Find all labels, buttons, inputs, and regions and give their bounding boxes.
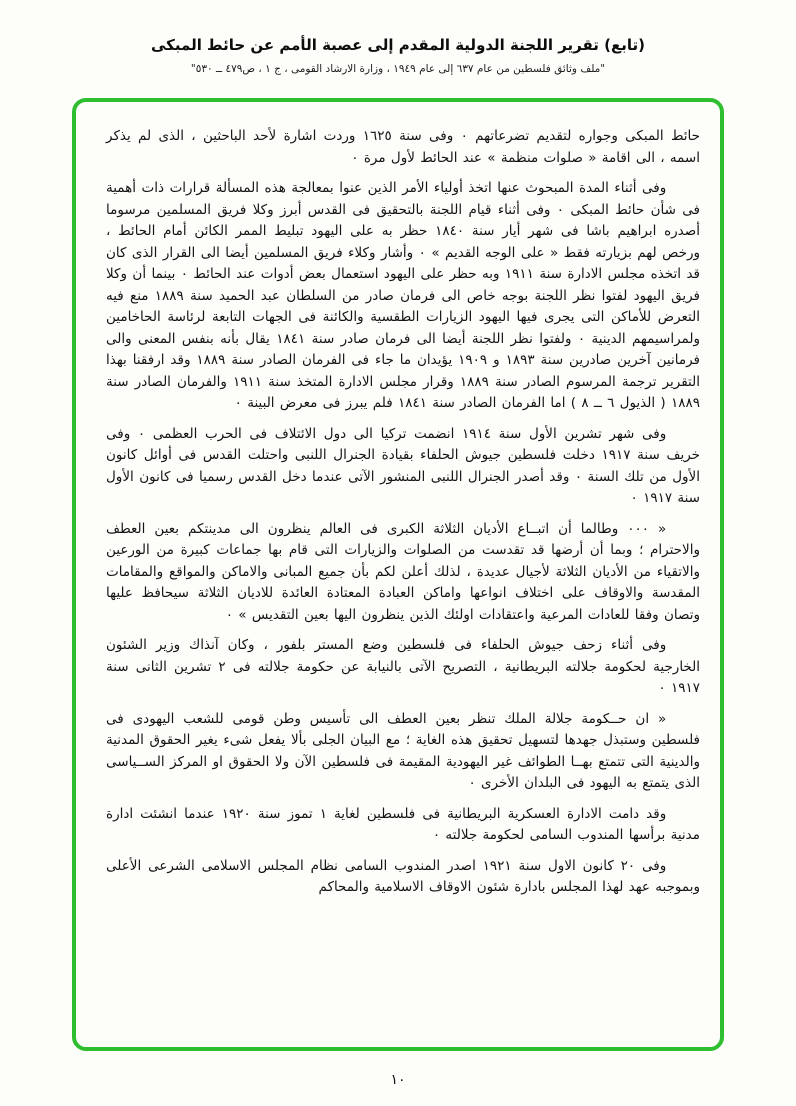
paragraph-4-proclamation-quote: « ٠٠٠ وطالما أن اتبــاع الأديان الثلاثة الكبرى فى العالم ينظرون الى مدينتكم بعين العطف والاحترام ؛ وبما أن أرضها قد تقدست من الصلوات والزيارات التى قام بها جماعات كبيرة من الورعين والاتقياء من الأديان الثلاثة لأجيال عديدة ، لذلك أعلن لكم بأن جميع المبانى والاماكن والمواقع والمقامات المقدسة والاوقاف على اختلاف انواعها واماكن العبادة المعتادة العائدة للاديان الثلاثة سيحافظ عليها وتصان وفقا للعادات المرعية واعتقادات اولئك الذين ينظرون اليها بعين التقديس » ٠ — [106, 520, 700, 623]
paragraph-5: وفى أثناء زحف جيوش الحلفاء فى فلسطين وضع المستر بلفور ، وكان آنذاك وزير الشئون الخارجية لحكومة جلالته البريطانية ، التصريح الآتى بالنيابة عن حكومة جلالته فى ٢ تشرين الثانى سنة ١٩١٧ ٠ — [106, 637, 701, 696]
document-header — [0, 0, 796, 75]
content-frame — [72, 98, 724, 1051]
page-number: ١٠ — [390, 1072, 406, 1088]
paragraph-7: وقد دامت الادارة العسكرية البريطانية فى فلسطين لغاية ١ تموز سنة ١٩٢٠ عندما انشئت ادارة مدنية برأسها المندوب السامى لحكومة جلالته ٠ — [106, 805, 700, 843]
document-title: (تابع) تقرير اللجنة الدولية المقدم إلى عصبة الأمم عن حائط المبكى — [150, 36, 645, 54]
document-subtitle: "ملف وثائق فلسطين من عام ٦٣٧ إلى عام ١٩٤٩ ، وزارة الارشاد القومى ، ج ١ ، ص٤٧٩ ــ ٥٣٠" — [190, 63, 606, 75]
paragraph-6-declaration-quote: « ان حــكومة جلالة الملك تنظر بعين العطف الى تأسيس وطن قومى للشعب اليهودى فى فلسطين وستبذل جهدها لتسهيل تحقيق هذه الغاية ؛ مع البيان الجلى بألا يفعل شىء يغير الحقوق المدنية والدينية التى تتمتع بهــا الطوائف غير اليهودية المقيمة فى فلسطين الآن ولا الحقوق او المركز الســياسى الذى يتمتع به اليهود فى البلدان الأخرى ٠ — [106, 710, 700, 791]
paragraph-3: وفى شهر تشرين الأول سنة ١٩١٤ انضمت تركيا الى دول الائتلاف فى الحرب العظمى ٠ وفى خريف سنة ١٩١٧ دخلت فلسطين جيوش الحلفاء بقيادة الجنرال اللنبى واحتلت القدس فى أوائل كانون الأول من تلك السنة ٠ وقد أصدر الجنرال اللنبى المنشور الآتى عندما دخل القدس رسميا فى كانون الأول سنة ١٩١٧ ٠ — [106, 425, 701, 506]
paragraph-1: حائط المبكى وجواره لتقديم تضرعاتهم ٠ وفى سنة ١٦٢٥ وردت اشارة لأحد الباحثين ، الذى لم يذكر اسمه ، الى اقامة « صلوات منظمة » عند الحائط لأول مرة ٠ — [106, 128, 700, 166]
paragraph-8: وفى ٢٠ كانون الاول سنة ١٩٢١ اصدر المندوب السامى نظام المجلس الاسلامى الشرعى الأعلى وبموجبه عهد لهذا المجلس بادارة شئون الاوقاف الاسلامية والمحاكم — [106, 857, 700, 895]
paragraph-2: وفى أثناء المدة المبحوث عنها اتخذ أولياء الأمر الذين عنوا بمعالجة هذه المسألة قرارات ذات أهمية فى شأن حائط المبكى ٠ وفى أثناء قيام اللجنة بالتحقيق فى القدس أبرز وكلا فريق المسلمين مرسوما أصدره ابراهيم باشا فى شهر أيار سنة ١٨٤٠ حظر به على اليهود تبليط الممر الكائن أمام الحائط ، ورخص لهم بزيارته فقط « على الوجه القديم » ٠ وأشار وكلاء فريق المسلمين أيضا الى القرار الذى كان قد اتخذه مجلس الادارة سنة ١٩١١ وبه حظر على اليهود استعمال بعض أدوات عند الحائط ٠ بينما أن وكلا فريق اليهود لفتوا نظر اللجنة بوجه خاص الى فرمان صادر من السلطان عبد الحميد سنة ١٨٨٩ منع فيه التعرض للأماكن التى يجرى فيها اليهود الزيارات الطقسية والكائنة فى الجهات التابعة لرئاسة الحاخامين ولمراسيمهم الدينية ٠ ولفتوا نظر اللجنة أيضا الى فرمان صادر سنة ١٨٤١ يقال بأنه بنفس المعنى والى فرمانين آخرين صادرين سنة ١٨٩٣ و ١٩٠٩ يؤيدان ما جاء فى الفرمان الصادر سنة ١٨٨٩ وقد ارفقنا بهذا التقرير ترجمة المرسوم الصادر سنة ١٨٨٩ وقرار مجلس الادارة المتخذ سنة ١٩١١ والفرمان الصادر سنة ١٨٨٩ ( الذيول ٦ ــ ٨ ) اما الفرمان الصادر سنة ١٨٤١ فلم يبرز فى معرض البينة ٠ — [106, 180, 700, 411]
